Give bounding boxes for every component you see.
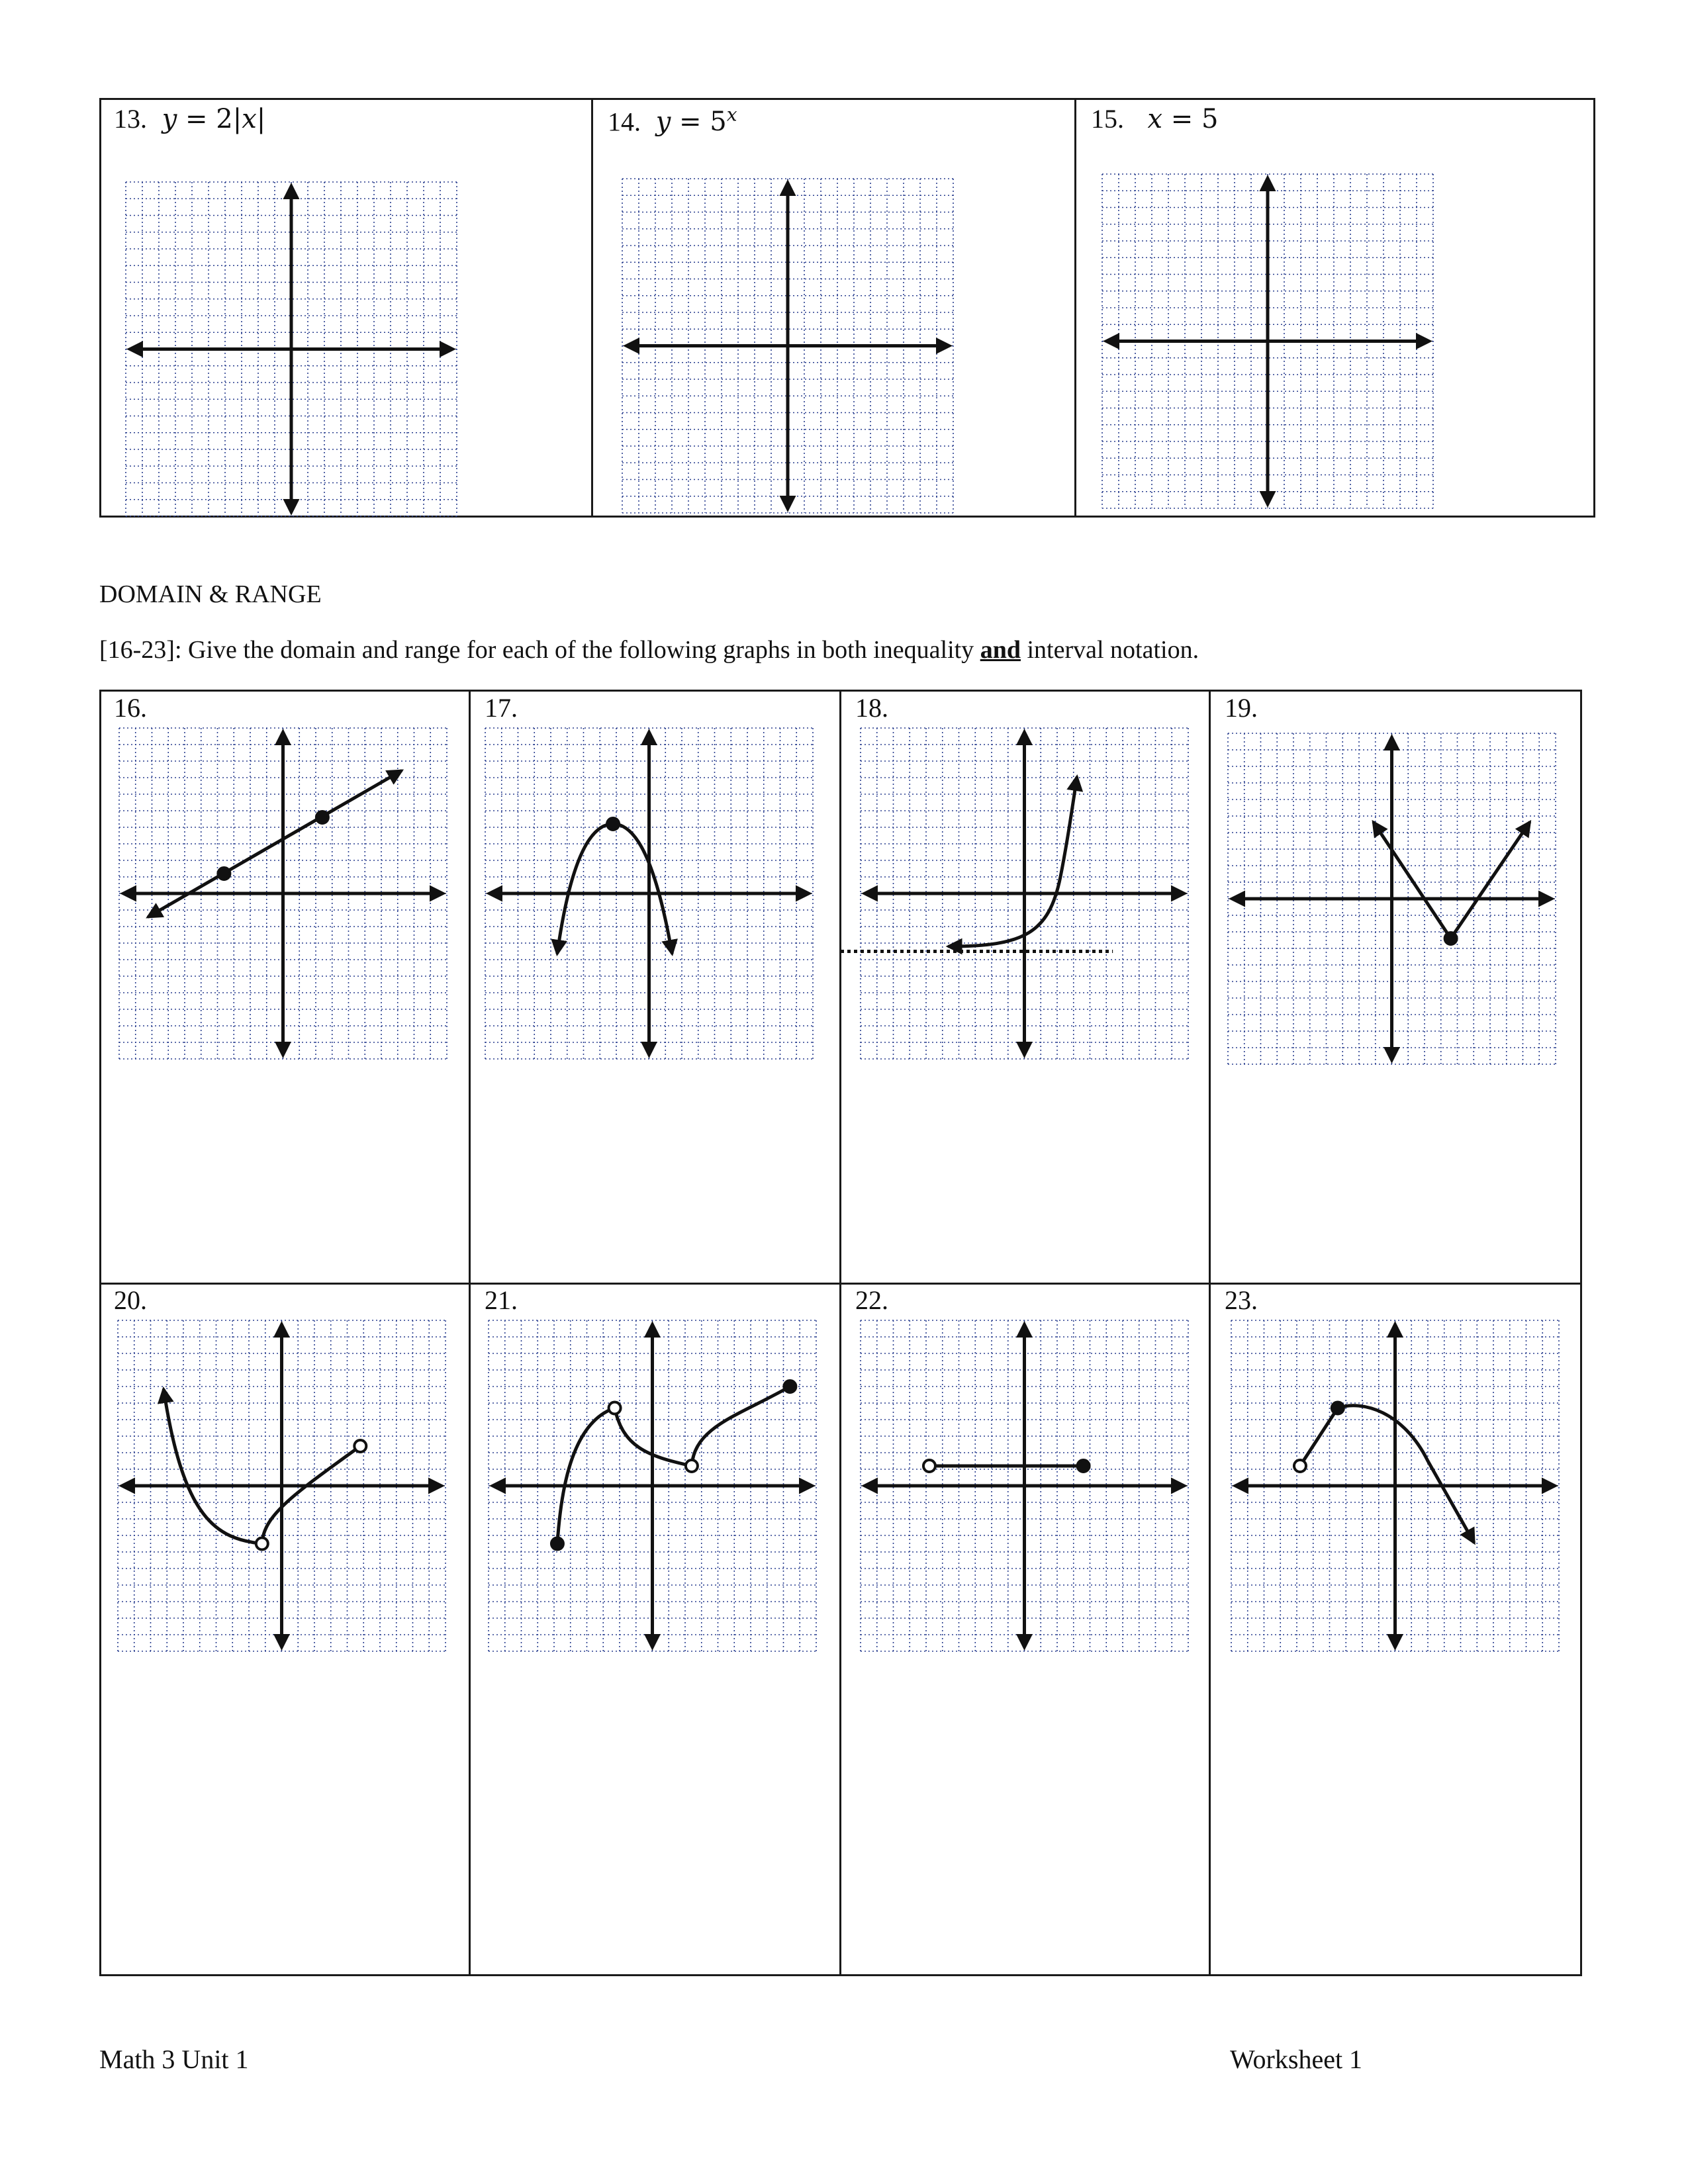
graph-20: [118, 1320, 445, 1651]
problem-21-number: 21.: [485, 1285, 518, 1315]
footer-course: Math 3 Unit 1: [99, 2044, 249, 2074]
point-16-b: [316, 811, 328, 823]
problem-20-number: 20.: [114, 1285, 147, 1315]
open-point-20-a: [256, 1538, 268, 1550]
top-table-border-right: [1593, 98, 1595, 518]
problem-22-number: 22.: [855, 1285, 888, 1315]
curve-20-left: [164, 1390, 261, 1544]
footer-worksheet: Worksheet 1: [1230, 2044, 1363, 2074]
section-title: DOMAIN & RANGE: [99, 580, 322, 608]
problem-13-number: 13.: [114, 104, 147, 134]
problem-23-number: 23.: [1225, 1285, 1258, 1315]
section-instruction: [16-23]: Give the domain and range for each of the following graphs in both inequality and interval notation.: [99, 636, 1199, 664]
open-point-20-b: [354, 1440, 366, 1452]
problem-15-equation: x = 5: [1147, 104, 1219, 134]
bottom-table-border-left: [99, 690, 101, 1976]
problem-17-number: 17.: [485, 693, 518, 723]
top-table-divider-1: [591, 98, 593, 518]
problem-16-number: 16.: [114, 693, 147, 723]
graph-17: [485, 728, 813, 1059]
problem-19-number: 19.: [1225, 693, 1258, 723]
graph-16: [119, 728, 447, 1059]
open-point-21-b: [609, 1402, 621, 1414]
closed-point-21-d: [784, 1381, 796, 1392]
graph-21: [489, 1320, 816, 1651]
vertex-19: [1445, 933, 1457, 944]
point-16-a: [218, 868, 230, 880]
parabola-17: [557, 824, 672, 953]
instruction-emphasis: and: [980, 636, 1021, 664]
closed-point-23: [1332, 1402, 1344, 1414]
bottom-table-divider-1: [469, 690, 471, 1976]
graph-15-blank-grid: [1102, 174, 1433, 508]
curve-20-right: [262, 1446, 361, 1544]
bottom-table-border-right: [1580, 690, 1582, 1976]
problem-13-label: [114, 106, 265, 132]
open-point-21-c: [686, 1460, 698, 1472]
graph-14-blank-grid: [622, 179, 953, 513]
graph-22: [861, 1320, 1188, 1651]
exponential-18: [949, 778, 1077, 946]
top-table-divider-2: [1074, 98, 1076, 518]
graph-23: [1231, 1320, 1559, 1651]
closed-point-22: [1078, 1460, 1090, 1472]
closed-point-21-a: [551, 1538, 563, 1550]
graph-13-blank-grid: [126, 182, 457, 516]
vertex-17: [607, 818, 619, 830]
problem-14-equation: $y = 5^x$: [655, 104, 737, 138]
graph-19: [1228, 733, 1556, 1064]
curve-21-a: [557, 1408, 615, 1544]
problem-15-number: 15.: [1091, 104, 1124, 134]
top-table-border-left: [99, 98, 101, 518]
graph-18: [861, 728, 1188, 1059]
curve-21-c: [692, 1387, 790, 1466]
problem-18-number: 18.: [855, 693, 888, 723]
open-point-23: [1294, 1460, 1306, 1472]
problem-13-equation: y = 2|x|: [162, 104, 266, 134]
curve-23: [1300, 1406, 1474, 1542]
top-table-border-top: [99, 98, 1595, 100]
open-point-22: [923, 1460, 935, 1472]
bottom-table-divider-2: [839, 690, 841, 1976]
problem-14-number: 14.: [608, 107, 641, 137]
bottom-table-divider-3: [1209, 690, 1211, 1976]
problem-15-label: [1091, 106, 1218, 132]
problem-14-label: [608, 104, 737, 138]
